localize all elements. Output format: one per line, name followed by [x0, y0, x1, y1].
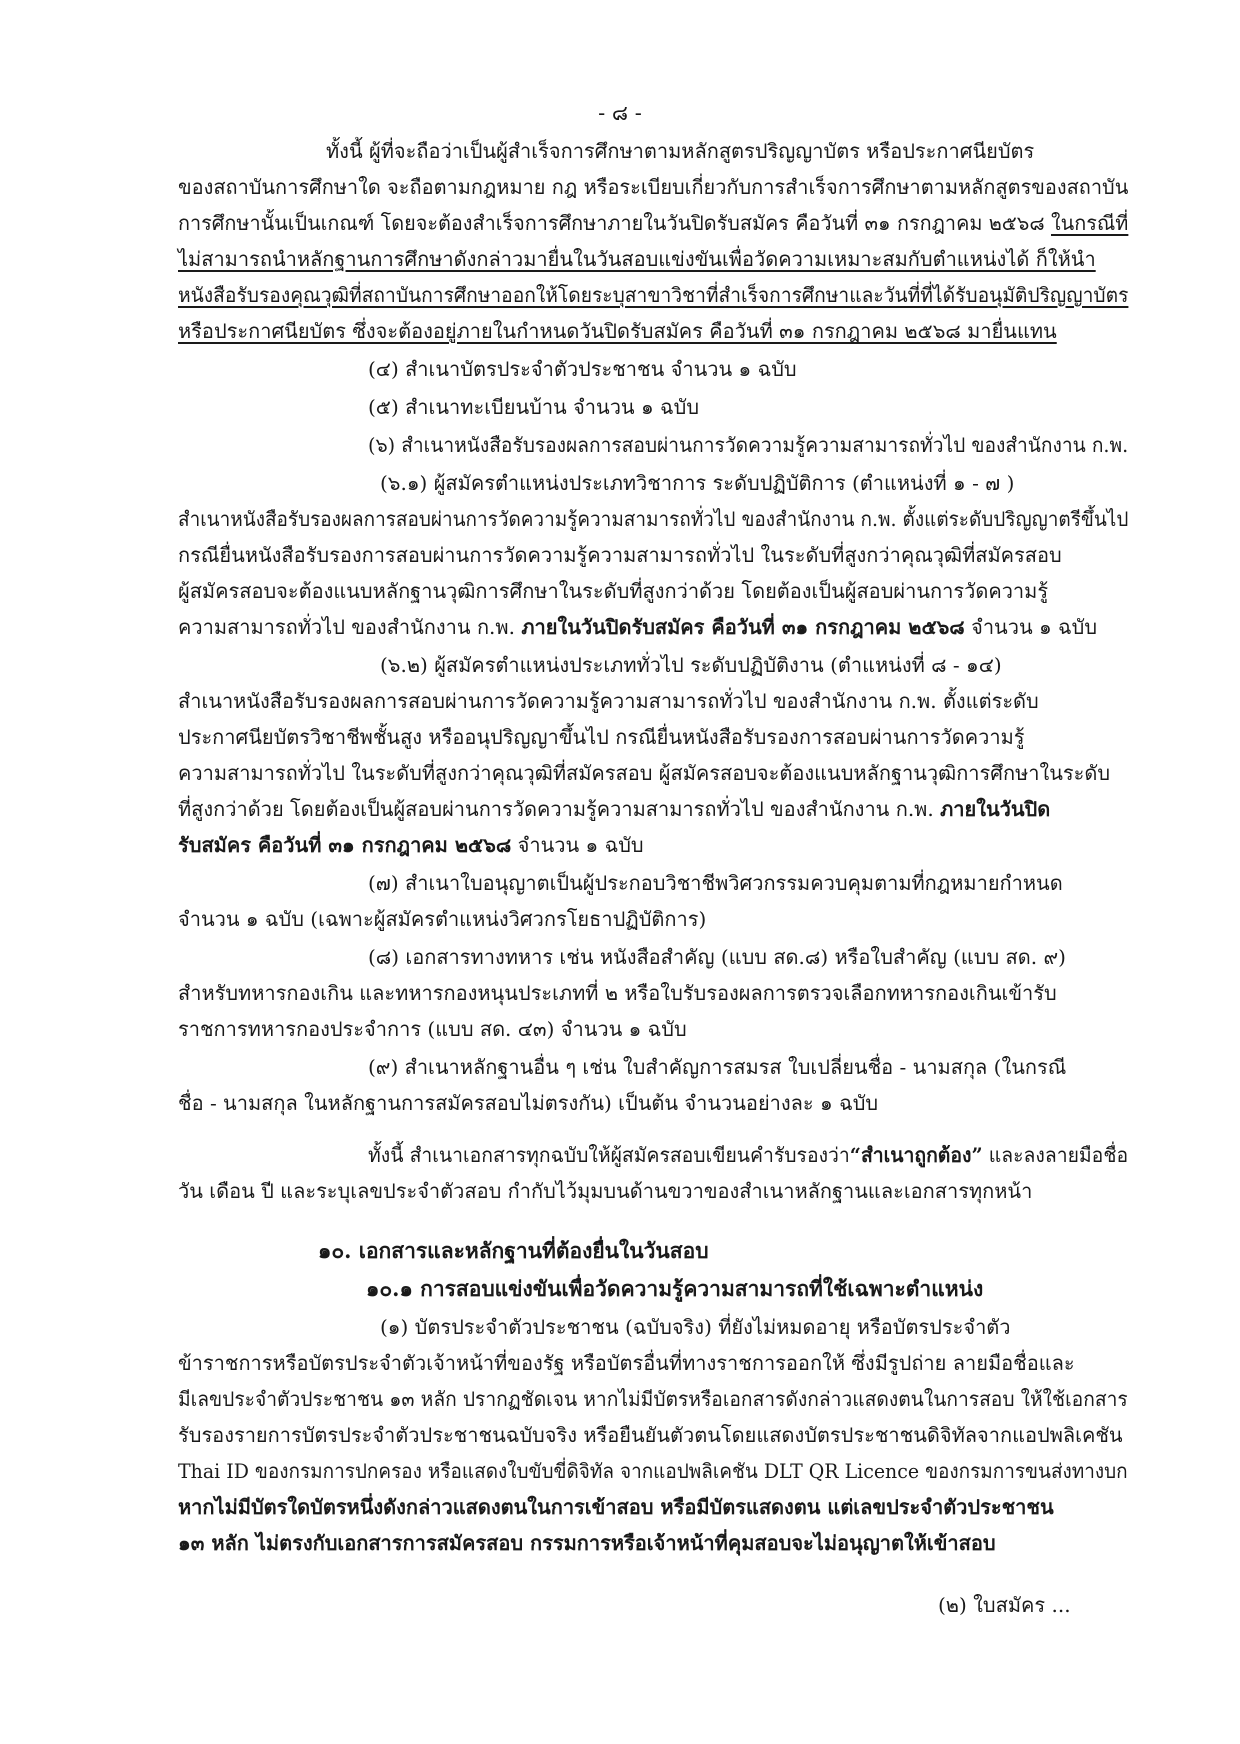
- text-line: [178, 686, 1039, 716]
- text-line: [178, 244, 1096, 274]
- text-segment: และลงลายมือชื่อ: [982, 1143, 1129, 1167]
- text-segment: สำเนาหนังสือรับรองผลการสอบผ่านการวัดความรู้ความสามารถทั่วไป ของสำนักงาน ก.พ. ตั้งแต่ระดับ: [178, 689, 1039, 713]
- text-line: [178, 1456, 1128, 1486]
- text-line: [178, 1492, 1054, 1522]
- text-line: [178, 208, 1128, 238]
- text-segment: (๑) บัตรประจำตัวประชาชน (ฉบับจริง) ที่ยังไม่หมดอายุ หรือบัตรประจำตัว: [380, 1315, 1011, 1339]
- text-segment: ๑๓ หลัก ไม่ตรงกับเอกสารการสมัครสอบ กรรมการหรือเจ้าหน้าที่คุมสอบจะไม่อนุญาตให้เข้าสอบ: [178, 1531, 996, 1555]
- text-line: [368, 430, 1128, 460]
- text-line: [380, 650, 1002, 680]
- text-line: [178, 172, 1128, 202]
- text-segment: หากไม่มีบัตรใดบัตรหนึ่งดังกล่าวแสดงตนในการเข้าสอบ หรือมีบัตรแสดงตน แต่เลขประจำตัวประชาชน: [178, 1495, 1054, 1519]
- text-line: [178, 978, 1057, 1008]
- text-segment: ที่สูงกว่าด้วย โดยต้องเป็นผู้สอบผ่านการวัดความรู้ความสามารถทั่วไป ของสำนักงาน ก.พ.: [178, 797, 941, 821]
- text-line: [178, 1420, 1123, 1450]
- text-segment: ข้าราชการหรือบัตรประจำตัวเจ้าหน้าที่ของรัฐ หรือบัตรอื่นที่ทางราชการออกให้ ซึ่งมีรูปถ่าย ลายมือชื่อและ: [178, 1351, 1075, 1375]
- text-segment: ๑๐. เอกสารและหลักฐานที่ต้องยื่นในวันสอบ: [318, 1238, 709, 1263]
- text-segment: ผู้สมัครสอบจะต้องแนบหลักฐานวุฒิการศึกษาในระดับที่สูงกว่าด้วย โดยต้องเป็นผู้สอบผ่านการวัดความรู้: [178, 579, 1049, 603]
- text-segment: กรณียื่นหนังสือรับรองการสอบผ่านการวัดความรู้ความสามารถทั่วไป ในระดับที่สูงกว่าคุณวุฒิที่สมัครสอบ: [178, 543, 1062, 567]
- text-segment: จำนวน ๑ ฉบับ: [511, 833, 644, 857]
- text-line: [178, 830, 644, 860]
- text-line: [178, 722, 1025, 752]
- text-segment: การศึกษานั้นเป็นเกณฑ์ โดยจะต้องสำเร็จการศึกษาภายในวันปิดรับสมัคร คือวันที่ ๓๑ กรกฎาคม ๒๕๖๘: [178, 211, 1051, 235]
- text-line: [368, 1052, 1066, 1082]
- text-line: [178, 280, 1128, 310]
- text-segment: ความสามารถทั่วไป ของสำนักงาน ก.พ.: [178, 615, 522, 639]
- text-segment: รับสมัคร คือวันที่ ๓๑ กรกฎาคม ๒๕๖๘: [178, 833, 512, 857]
- text-segment: (๖) สำเนาหนังสือรับรองผลการสอบผ่านการวัดความรู้ความสามารถทั่วไป ของสำนักงาน ก.พ.: [368, 433, 1129, 457]
- text-line: [368, 1140, 1128, 1170]
- text-line: [178, 758, 1110, 788]
- text-segment: (๗) สำเนาใบอนุญาตเป็นผู้ประกอบวิชาชีพวิศวกรรมควบคุมตามที่กฎหมายกำหนด: [368, 871, 1063, 895]
- text-line: [178, 1176, 1032, 1206]
- text-line: [178, 1528, 996, 1558]
- text-segment: (๙) สำเนาหลักฐานอื่น ๆ เช่น ใบสำคัญการสมรส ใบเปลี่ยนชื่อ - นามสกุล (ในกรณี: [368, 1055, 1067, 1079]
- text-segment: หนังสือรับรองคุณวุฒิที่สถาบันการศึกษาออกให้โดยระบุสาขาวิชาที่สำเร็จการศึกษาและวันที่ที่ได้รับอนุมัติปริญญาบัตร: [178, 283, 1129, 307]
- text-line: [178, 904, 706, 934]
- text-line: [326, 136, 1034, 166]
- text-line: [178, 540, 1062, 570]
- text-segment: จำนวน ๑ ฉบับ: [964, 615, 1098, 639]
- text-line: [368, 942, 1066, 972]
- text-segment: ๑๐.๑ การสอบแข่งขันเพื่อวัดความรู้ความสามารถที่ใช้เฉพาะตำแหน่ง: [366, 1276, 984, 1301]
- text-segment: Thai ID ของกรมการปกครอง หรือแสดงใบขับขี่ดิจิทัล จากแอปพลิเคชัน DLT QR Licence ของกรมการขนส่งทางบก: [178, 1459, 1128, 1483]
- text-segment: ไม่สามารถนำหลักฐานการศึกษาดังกล่าวมายื่นในวันสอบแข่งขันเพื่อวัดความเหมาะสมกับตำแหน่งได้ ก็ให้นำ: [178, 247, 1096, 271]
- text-line: [178, 576, 1048, 606]
- text-line: [318, 1236, 709, 1266]
- continuation-note: (๒) ใบสมัคร ...: [938, 1593, 1071, 1617]
- text-line: [178, 794, 1050, 824]
- text-segment: ทั้งนี้ สำเนาเอกสารทุกฉบับให้ผู้สมัครสอบเขียนคำรับรองว่า: [368, 1143, 850, 1167]
- text-line: [178, 1014, 687, 1044]
- text-segment: (๔) สำเนาบัตรประจำตัวประชาชน จำนวน ๑ ฉบับ: [368, 357, 797, 381]
- text-segment: ประกาศนียบัตรวิชาชีพชั้นสูง หรืออนุปริญญาขึ้นไป กรณียื่นหนังสือรับรองการสอบผ่านการวัดความรู้: [178, 725, 1025, 749]
- text-line: [178, 504, 1128, 534]
- text-segment: (๖.๑) ผู้สมัครตำแหน่งประเภทวิชาการ ระดับปฏิบัติการ (ตำแหน่งที่ ๑ - ๗ ): [380, 471, 1015, 495]
- text-segment: วัน เดือน ปี และระบุเลขประจำตัวสอบ กำกับไว้มุมบนด้านขวาของสำเนาหลักฐานและเอกสารทุกหน้า: [178, 1179, 1033, 1203]
- text-line: [368, 354, 797, 384]
- text-segment: “สำเนาถูกต้อง”: [849, 1143, 983, 1167]
- text-segment: ความสามารถทั่วไป ในระดับที่สูงกว่าคุณวุฒิที่สมัครสอบ ผู้สมัครสอบจะต้องแนบหลักฐานวุฒิการศึกษาในระดับ: [178, 761, 1111, 785]
- text-segment: สำหรับทหารกองเกิน และทหารกองหนุนประเภทที่ ๒ หรือใบรับรองผลการตรวจเลือกทหารกองเกินเข้ารับ: [178, 981, 1057, 1005]
- text-line: [380, 1312, 1011, 1342]
- text-segment: (๖.๒) ผู้สมัครตำแหน่งประเภททั่วไป ระดับปฏิบัติงาน (ตำแหน่งที่ ๘ - ๑๔): [380, 653, 1002, 677]
- text-segment: ราชการทหารกองประจำการ (แบบ สด. ๔๓) จำนวน ๑ ฉบับ: [178, 1017, 687, 1041]
- text-segment: ภายในวันปิดรับสมัคร คือวันที่ ๓๑ กรกฎาคม ๒๕๖๘: [521, 615, 965, 639]
- text-segment: ของสถาบันการศึกษาใด จะถือตามกฎหมาย กฎ หรือระเบียบเกี่ยวกับการสำเร็จการศึกษาตามหลักสูตรของสถาบัน: [178, 175, 1129, 199]
- text-line: [178, 1088, 878, 1118]
- text-segment: ในกรณีที่: [1050, 211, 1129, 235]
- text-segment: สำเนาหนังสือรับรองผลการสอบผ่านการวัดความรู้ความสามารถทั่วไป ของสำนักงาน ก.พ. ตั้งแต่ระดับปริญญาตรีขึ้นไป: [178, 507, 1129, 531]
- text-segment: รับรองรายการบัตรประจำตัวประชาชนฉบับจริง หรือยืนยันตัวตนโดยแสดงบัตรประชาชนดิจิทัลจากแอปพลิเคชัน: [178, 1423, 1123, 1447]
- text-line: [366, 1274, 983, 1304]
- text-segment: (๘) เอกสารทางทหาร เช่น หนังสือสำคัญ (แบบ สด.๘) หรือใบสำคัญ (แบบ สด. ๙): [368, 945, 1066, 969]
- text-segment: ทั้งนี้ ผู้ที่จะถือว่าเป็นผู้สำเร็จการศึกษาตามหลักสูตรปริญญาบัตร หรือประกาศนียบัตร: [326, 139, 1035, 163]
- text-line: [178, 612, 1097, 642]
- text-line: [380, 468, 1014, 498]
- text-segment: มีเลขประจำตัวประชาชน ๑๓ หลัก ปรากฏชัดเจน หากไม่มีบัตรหรือเอกสารดังกล่าวแสดงตนในการสอบ ให้ใช้เอกสาร: [178, 1387, 1128, 1411]
- text-line: [178, 1384, 1128, 1414]
- text-segment: จำนวน ๑ ฉบับ (เฉพาะผู้สมัครตำแหน่งวิศวกรโยธาปฏิบัติการ): [178, 907, 707, 931]
- text-line: [178, 316, 1057, 346]
- text-line: [368, 868, 1063, 898]
- text-segment: ภายในวันปิด: [940, 797, 1051, 821]
- text-line: [178, 1348, 1075, 1378]
- text-segment: หรือประกาศนียบัตร ซึ่งจะต้องอยู่ภายในกำหนดวันปิดรับสมัคร คือวันที่ ๓๑ กรกฎาคม ๒๕๖๘ มายื่นแทน: [178, 319, 1057, 343]
- text-segment: (๕) สำเนาทะเบียนบ้าน จำนวน ๑ ฉบับ: [368, 395, 700, 419]
- page-number: - ๘ -: [598, 101, 642, 125]
- text-line: [368, 392, 699, 422]
- text-segment: ชื่อ - นามสกุล ในหลักฐานการสมัครสอบไม่ตรงกัน) เป็นต้น จำนวนอย่างละ ๑ ฉบับ: [178, 1091, 879, 1115]
